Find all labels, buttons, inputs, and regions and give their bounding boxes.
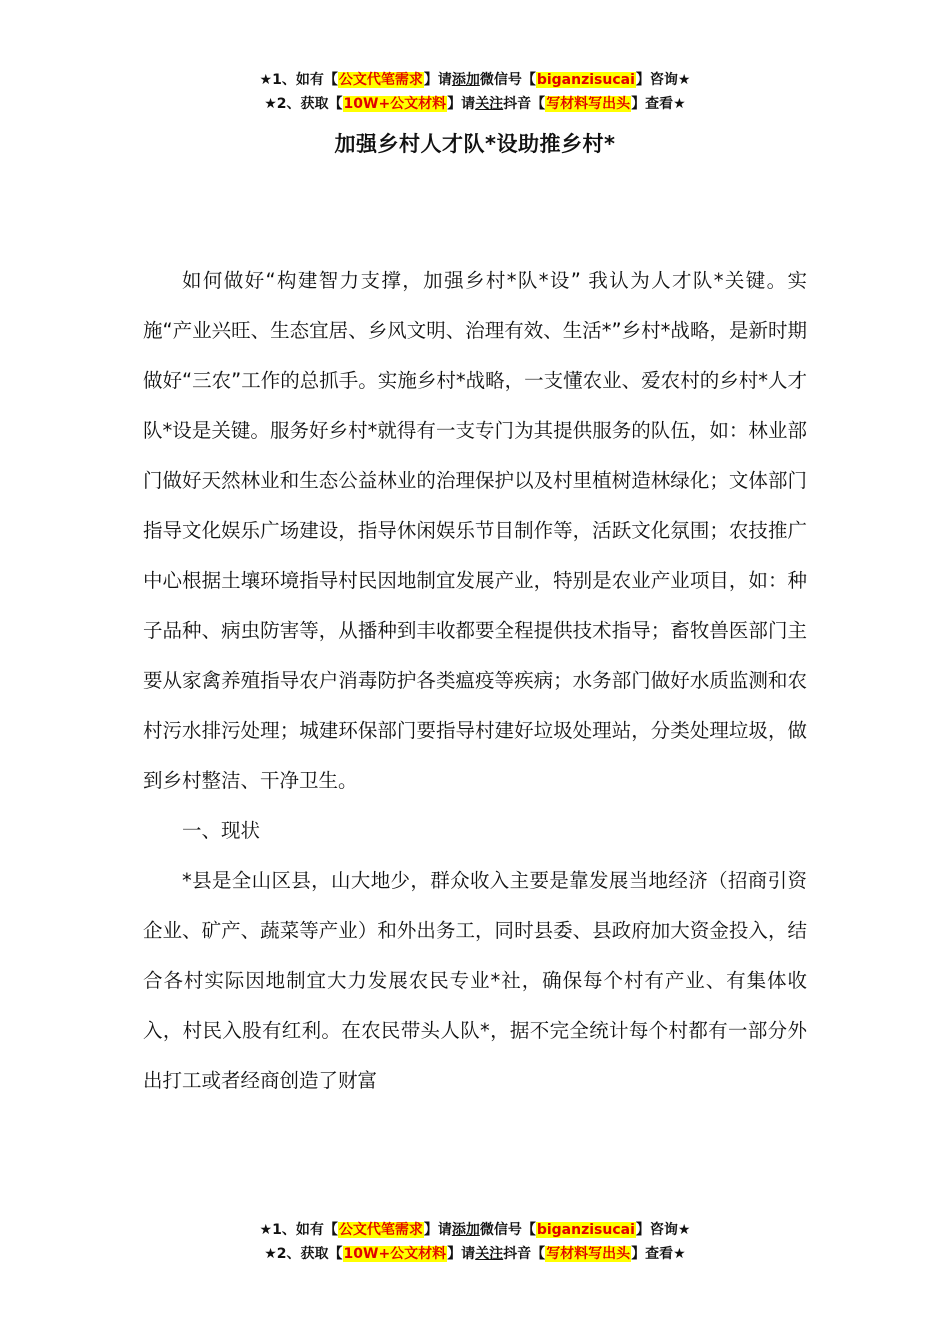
banner-text: 】咨询★: [635, 72, 691, 88]
banner-text: 】查看★: [631, 96, 686, 112]
banner-text: ★1、如有【: [259, 72, 338, 88]
banner-text: ★1、如有【: [259, 1222, 338, 1238]
banner-text: 】请: [423, 72, 452, 88]
banner-text: ★2、获取【: [264, 96, 343, 112]
banner-text: 】请: [423, 1222, 452, 1238]
banner-highlight: biganzisucai: [536, 1222, 635, 1238]
document-body: [143, 256, 807, 1106]
banner-text: 抖音【: [503, 96, 546, 112]
banner-highlight: 10W+公文材料: [343, 96, 447, 112]
banner-text: 微信号【: [479, 72, 536, 88]
banner-text: 】请: [447, 1246, 476, 1262]
section-heading: 一、现状: [182, 819, 261, 842]
document-title: 加强乡村人才队*设助推乡村*: [334, 132, 616, 156]
banner-line-1: [0, 1218, 950, 1242]
banner-highlight: 写材料写出头: [546, 1246, 631, 1262]
banner-line-2: [0, 1242, 950, 1266]
header-banner: [0, 68, 950, 116]
banner-text: 】咨询★: [635, 1222, 691, 1238]
banner-underline: 关注: [475, 1246, 504, 1262]
banner-highlight: 10W+公文材料: [343, 1246, 447, 1262]
banner-line-1: [0, 68, 950, 92]
banner-text: 抖音【: [503, 1246, 546, 1262]
banner-underline: 添加: [451, 1222, 480, 1238]
banner-highlight: 公文代笔需求: [338, 1222, 423, 1238]
banner-highlight: biganzisucai: [536, 72, 635, 88]
paragraph-status: *县是全山区县，山大地少，群众收入主要是靠发展当地经济（招商引资企业、矿产、蔬菜等产业）和外出务工，同时县委、县政府加大资金投入，结合各村实际因地制宜大力发展农民专业*社，确保每个村有产业、有集体收入，村民入股有红利。在农民带头人队*，据不完全统计每个村都有一部分外出打工或者经商创造了财富: [143, 869, 807, 1092]
banner-text: 】请: [447, 96, 476, 112]
banner-text: 微信号【: [479, 1222, 536, 1238]
banner-text: ★2、获取【: [264, 1246, 343, 1262]
banner-underline: 关注: [475, 96, 504, 112]
paragraph-intro: 如何做好“构建智力支撑，加强乡村*队*设” 我认为人才队*关键。实施“产业兴旺、生态宜居、乡风文明、治理有效、生活*”乡村*战略，是新时期做好“三农”工作的总抓手。实施乡村*战略，一支懂农业、爱农村的乡村*人才队*设是关键。服务好乡村*就得有一支专门为其提供服务的队伍，如：林业部门做好天然林业和生态公益林业的治理保护以及村里植树造林绿化；文体部门指导文化娱乐广场建设，指导休闲娱乐节目制作等，活跃文化氛围；农技推广中心根据土壤环境指导村民因地制宜发展产业，特别是农业产业项目，如：种子品种、病虫防害等，从播种到丰收都要全程提供技术指导；畜牧兽医部门主要从家禽养殖指导农户消毒防护各类瘟疫等疾病；水务部门做好水质监测和农村污水排污处理；城建环保部门要指导村建好垃圾处理站，分类处理垃圾，做到乡村整洁、干净卫生。: [143, 269, 807, 792]
banner-line-2: [0, 92, 950, 116]
banner-highlight: 写材料写出头: [546, 96, 631, 112]
banner-highlight: 公文代笔需求: [338, 72, 423, 88]
banner-text: 】查看★: [631, 1246, 686, 1262]
footer-banner: [0, 1218, 950, 1266]
banner-underline: 添加: [451, 72, 480, 88]
